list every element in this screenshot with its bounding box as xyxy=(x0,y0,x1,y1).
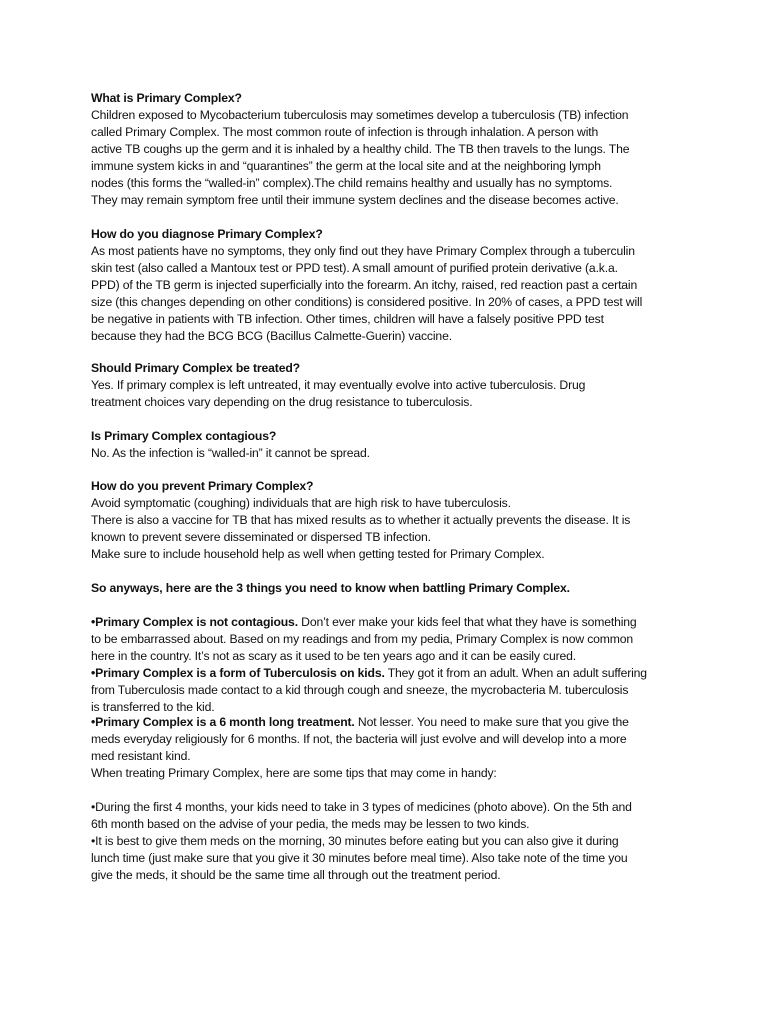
key-point-line xyxy=(91,665,647,682)
section-heading-what-is: What is Primary Complex? xyxy=(91,91,242,105)
paragraph-line: nodes (this forms the “walled-in” complex).The child remains healthy and usually has no symptoms. xyxy=(91,176,613,190)
tips-intro: When treating Primary Complex, here are some tips that may come in handy: xyxy=(91,766,497,780)
paragraph-line: be negative in patients with TB infection. Other times, children will have a falsely positive PPD test xyxy=(91,312,604,326)
paragraph-line: to be embarrassed about. Based on my readings and from my pedia, Primary Complex is now common xyxy=(91,632,634,646)
paragraph-line: known to prevent severe disseminated or dispersed TB infection. xyxy=(91,530,431,544)
key-point-line xyxy=(91,614,637,631)
key-point-text: Not lesser. You need to make sure that you give the xyxy=(354,715,629,729)
paragraph-line: Make sure to include household help as well when getting tested for Primary Complex. xyxy=(91,547,545,561)
section-heading-prevent: How do you prevent Primary Complex? xyxy=(91,479,314,493)
tip-line: 6th month based on the advise of your pedia, the meds may be lessen to two kinds. xyxy=(91,817,530,831)
paragraph-line: med resistant kind. xyxy=(91,749,191,763)
tip-line: •It is best to give them meds on the morning, 30 minutes before eating but you can also give it during xyxy=(91,834,619,848)
key-point-text: Don’t ever make your kids feel that what they have is something xyxy=(297,615,637,629)
paragraph-line: here in the country. It’s not as scary as it used to be ten years ago and it can be easily cured. xyxy=(91,649,576,663)
paragraph-line: Avoid symptomatic (coughing) individuals that are high risk to have tuberculosis. xyxy=(91,496,511,510)
paragraph-line: There is also a vaccine for TB that has mixed results as to whether it actually prevents the disease. It is xyxy=(91,513,631,527)
section-heading-diagnose: How do you diagnose Primary Complex? xyxy=(91,227,323,241)
paragraph-line: immune system kicks in and “quarantines” the germ at the local site and at the neighboring lymph xyxy=(91,159,601,173)
key-point-text: They got it from an adult. When an adult suffering xyxy=(384,666,647,680)
paragraph-line: They may remain symptom free until their immune system declines and the disease becomes active. xyxy=(91,193,619,207)
paragraph-line: called Primary Complex. The most common route of infection is through inhalation. A person with xyxy=(91,125,599,139)
paragraph-line: No. As the infection is “walled-in” it cannot be spread. xyxy=(91,446,370,460)
paragraph-line: Yes. If primary complex is left untreated, it may eventually evolve into active tuberculosis. Drug xyxy=(91,378,586,392)
key-point-title: •Primary Complex is a 6 month long treatment. xyxy=(91,715,355,729)
key-point-title: •Primary Complex is not contagious. xyxy=(91,615,298,629)
tip-line: give the meds, it should be the same time all through out the treatment period. xyxy=(91,868,501,882)
paragraph-line: PPD) of the TB germ is injected superficially into the forearm. An itchy, raised, red reaction past a certain xyxy=(91,278,638,292)
paragraph-line: active TB coughs up the germ and it is inhaled by a healthy child. The TB then travels to the lungs. The xyxy=(91,142,630,156)
key-point-title: •Primary Complex is a form of Tuberculosis on kids. xyxy=(91,666,385,680)
tip-line: lunch time (just make sure that you give it 30 minutes before meal time). Also take note of the time you xyxy=(91,851,628,865)
section-heading-contagious: Is Primary Complex contagious? xyxy=(91,429,277,443)
paragraph-line: because they had the BCG BCG (Bacillus Calmette-Guerin) vaccine. xyxy=(91,329,452,343)
paragraph-line: is transferred to the kid. xyxy=(91,700,215,714)
paragraph-line: treatment choices vary depending on the drug resistance to tuberculosis. xyxy=(91,395,473,409)
paragraph-line: size (this changes depending on other conditions) is considered positive. In 20% of cases, a PPD test will xyxy=(91,295,643,309)
key-point-line xyxy=(91,714,629,731)
key-points-intro: So anyways, here are the 3 things you need to know when battling Primary Complex. xyxy=(91,581,570,595)
tip-line: •During the first 4 months, your kids need to take in 3 types of medicines (photo above). On the 5th and xyxy=(91,800,632,814)
paragraph-line: skin test (also called a Mantoux test or PPD test). A small amount of purified protein derivative (a.k.a. xyxy=(91,261,618,275)
section-heading-treated: Should Primary Complex be treated? xyxy=(91,361,300,375)
paragraph-line: from Tuberculosis made contact to a kid through cough and sneeze, the mycrobacteria M. tuberculosis xyxy=(91,683,629,697)
paragraph-line: meds everyday religiously for 6 months. If not, the bacteria will just evolve and will develop into a more xyxy=(91,732,627,746)
paragraph-line: As most patients have no symptoms, they only find out they have Primary Complex through a tuberculin xyxy=(91,244,635,258)
paragraph-line: Children exposed to Mycobacterium tuberculosis may sometimes develop a tuberculosis (TB) infection xyxy=(91,108,629,122)
